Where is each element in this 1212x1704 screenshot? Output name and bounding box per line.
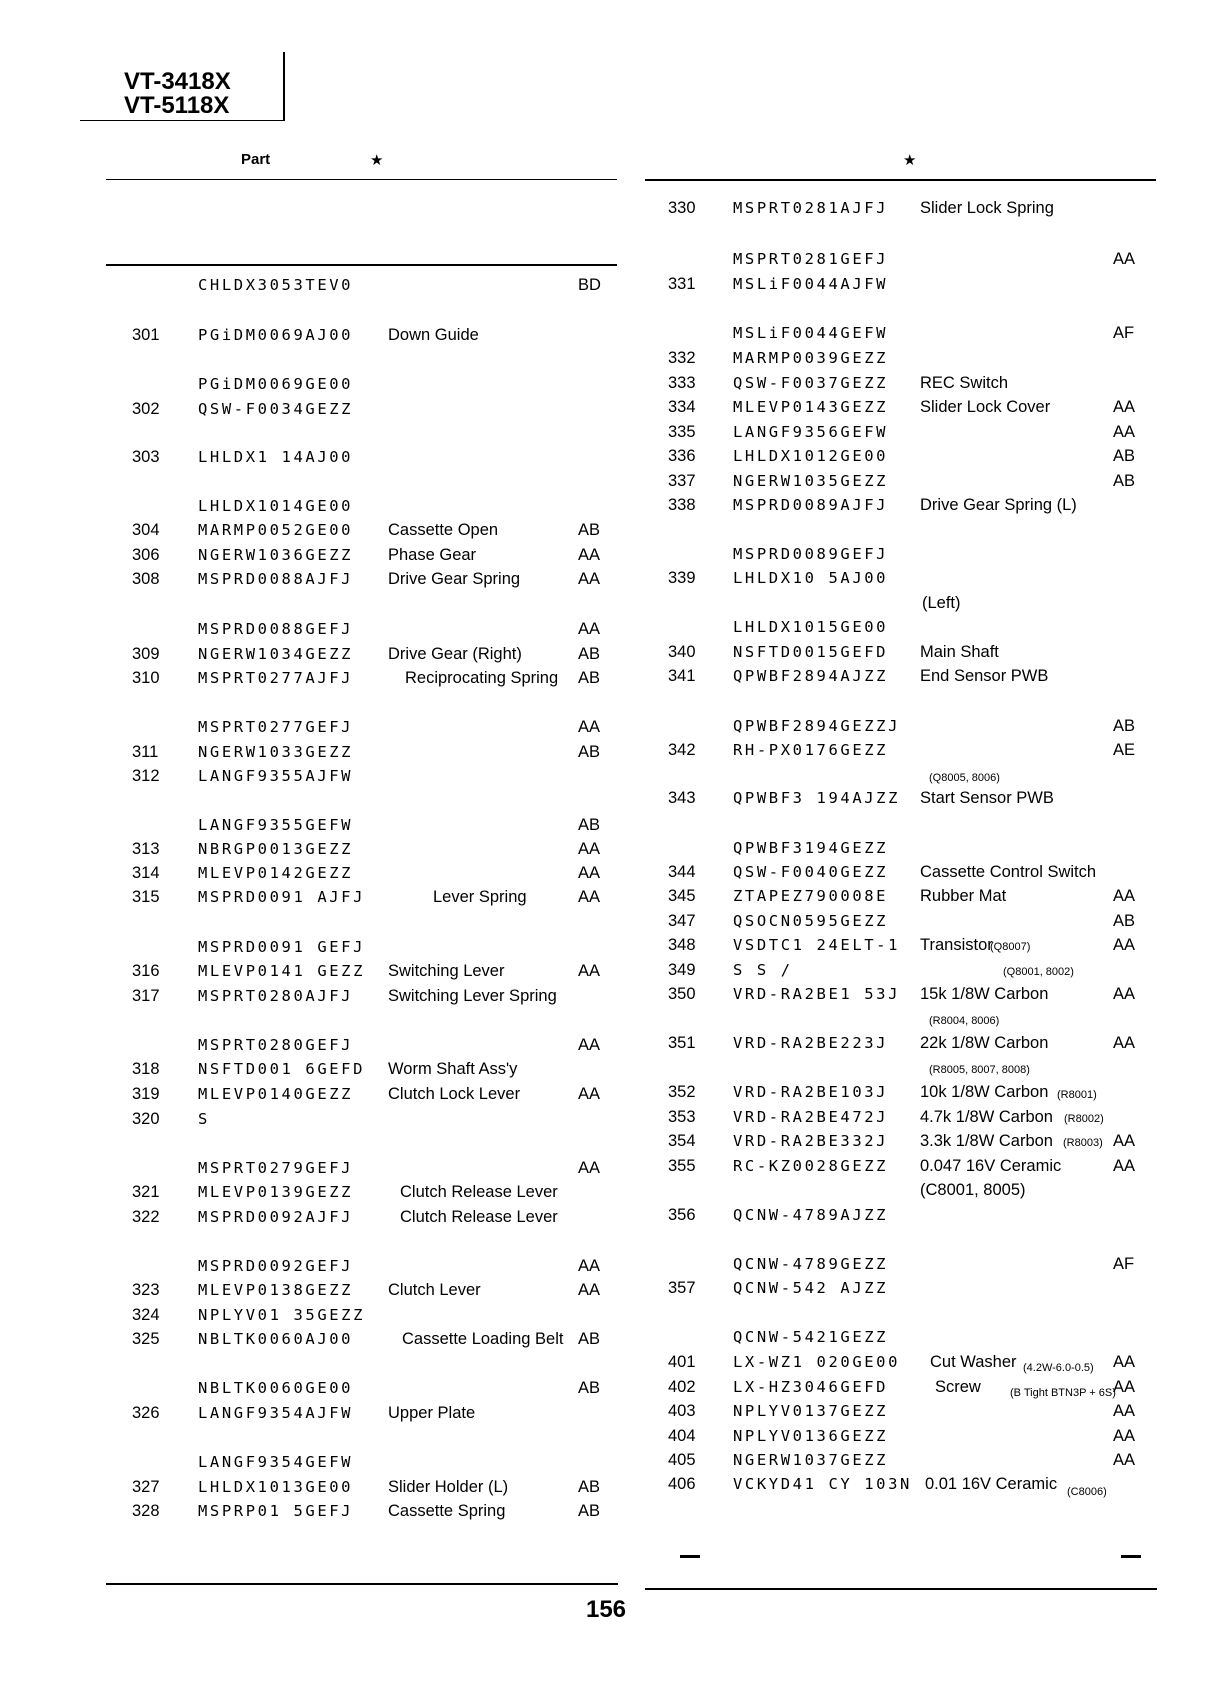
ref-number: 322	[132, 1208, 160, 1226]
part-code: NGERW1035GEZZ	[733, 472, 889, 490]
part-code: MSPRD0089GEFJ	[733, 545, 889, 563]
model-number-1: VT-3418X	[124, 68, 231, 95]
parts-row	[0, 374, 1212, 398]
right-top-rule	[645, 179, 1156, 181]
price-rank: AA	[578, 1085, 601, 1103]
ref-number: 320	[132, 1110, 160, 1128]
ref-number: 348	[668, 936, 696, 954]
ref-number: 317	[132, 987, 160, 1005]
part-code: LHLDX1 14AJ00	[198, 448, 354, 466]
part-description: Reciprocating Spring	[405, 669, 559, 687]
price-rank: AB	[578, 1330, 601, 1348]
part-description: Phase Gear	[388, 546, 477, 564]
part-code: QCNW-542 AJZZ	[733, 1279, 889, 1297]
part-code: VCKYD41 CY 103N	[733, 1475, 912, 1493]
left-bottom-rule	[106, 1583, 618, 1585]
part-description: 0.01 16V Ceramic	[925, 1475, 1058, 1493]
ref-number: 301	[132, 326, 160, 344]
price-rank: AB	[578, 1478, 601, 1496]
part-code: QSW-F0040GEZZ	[733, 863, 889, 881]
parts-row	[0, 887, 1212, 911]
ref-number: 340	[668, 643, 696, 661]
parts-row	[0, 839, 1212, 863]
price-rank: AA	[1113, 985, 1136, 1003]
part-description: Upper Plate	[388, 1404, 476, 1422]
note: (R8004, 8006)	[929, 1015, 1000, 1027]
part-description: Worm Shaft Ass'y	[388, 1060, 518, 1078]
part-code: VRD-RA2BE472J	[733, 1108, 889, 1126]
note: (Q8001, 8002)	[1003, 966, 1074, 978]
ref-number: 309	[132, 645, 160, 663]
ref-number: 325	[132, 1330, 160, 1348]
part-code: MLEVP0140GEZZ	[198, 1085, 354, 1103]
price-rank: AB	[578, 669, 601, 687]
part-description: Slider Holder (L)	[388, 1478, 509, 1496]
parts-row	[0, 594, 1212, 618]
part-code: LANGF9355AJFW	[198, 767, 354, 785]
part-code: LHLDX1014GE00	[198, 497, 354, 515]
parts-row	[0, 1181, 1212, 1205]
model-number-2: VT-5118X	[124, 92, 230, 119]
part-code: QPWBF3 194AJZZ	[733, 789, 901, 807]
part-code: MSPRD0088GEFJ	[198, 620, 354, 638]
part-description: Drive Gear Spring	[388, 570, 521, 588]
price-rank: AA	[578, 962, 601, 980]
part-code: MSPRD0091 GEFJ	[198, 938, 366, 956]
ref-number: 330	[668, 199, 696, 217]
column-header-part: Part	[241, 151, 271, 168]
price-rank: AA	[578, 620, 601, 638]
price-rank: AA	[578, 1281, 601, 1299]
part-code: NSFTD0015GEFD	[733, 643, 889, 661]
parts-row	[0, 1108, 1212, 1132]
ref-number: 406	[668, 1475, 696, 1493]
part-description: Lever Spring	[433, 888, 527, 906]
ref-number: 353	[668, 1108, 696, 1126]
part-description: Rubber Mat	[920, 887, 1007, 905]
part-code: LANGF9356GEFW	[733, 423, 889, 441]
price-rank: AA	[1113, 250, 1136, 268]
part-description: Cassette Spring	[388, 1502, 506, 1520]
part-code: S	[198, 1110, 210, 1128]
ref-number: 339	[668, 569, 696, 587]
price-rank: AA	[578, 1159, 601, 1177]
part-code: MLEVP0142GEZZ	[198, 864, 354, 882]
note: (Q8005, 8006)	[929, 772, 1000, 784]
parts-row	[0, 1306, 1212, 1330]
part-description: Cassette Control Switch	[920, 863, 1097, 881]
ref-number: 321	[132, 1183, 160, 1201]
star-icon-right: ★	[903, 152, 917, 169]
part-description: Slider Lock Cover	[920, 398, 1051, 416]
price-rank: AA	[1113, 1353, 1136, 1371]
bottom-dash-mark	[1121, 1555, 1141, 1558]
parts-row	[0, 1427, 1212, 1451]
part-code: MLEVP0141 GEZZ	[198, 962, 366, 980]
parts-row	[0, 1402, 1212, 1426]
parts-row	[0, 1132, 1212, 1156]
price-rank: AA	[1113, 887, 1136, 905]
part-code: MSPRP01 5GEFJ	[198, 1502, 354, 1520]
price-rank: AB	[1113, 912, 1136, 930]
part-description: 15k 1/8W Carbon	[920, 985, 1049, 1003]
part-code: LHLDX1012GE00	[733, 447, 889, 465]
parts-row	[0, 1502, 1212, 1526]
parts-row	[0, 789, 1212, 813]
note: (Q8007)	[990, 941, 1031, 953]
ref-number: 334	[668, 398, 696, 416]
part-code: NGERW1036GEZZ	[198, 546, 354, 564]
part-description: Transistor	[920, 936, 993, 954]
parts-row	[0, 717, 1212, 741]
parts-row	[0, 398, 1212, 422]
part-code: QCNW-4789AJZZ	[733, 1206, 889, 1224]
part-code: MSPRT0280GEFJ	[198, 1036, 354, 1054]
part-code: QSW-F0034GEZZ	[198, 400, 354, 418]
parts-row	[0, 423, 1212, 447]
part-description: Clutch Lever	[388, 1281, 481, 1299]
ref-number: 311	[132, 743, 159, 761]
price-rank: AF	[1113, 324, 1135, 342]
part-code: MSPRT0279GEFJ	[198, 1159, 354, 1177]
ref-number: 403	[668, 1402, 696, 1420]
note: (R8002)	[1064, 1113, 1104, 1125]
note: (R8001)	[1057, 1089, 1097, 1101]
left-top-rule	[106, 179, 617, 180]
ref-number: 356	[668, 1206, 696, 1224]
part-description: 0.047 16V Ceramic	[920, 1157, 1062, 1175]
parts-row	[0, 741, 1212, 765]
part-code: LHLDX1013GE00	[198, 1478, 354, 1496]
parts-row	[0, 472, 1212, 496]
price-rank: AB	[578, 743, 601, 761]
price-rank: AA	[1113, 1402, 1136, 1420]
part-code: NBLTK0060AJ00	[198, 1330, 354, 1348]
part-code: MLEVP0138GEZZ	[198, 1281, 354, 1299]
part-code: QSW-F0037GEZZ	[733, 374, 889, 392]
part-description: Down Guide	[388, 326, 479, 344]
ref-number: 328	[132, 1502, 160, 1520]
part-description: Start Sensor PWB	[920, 789, 1054, 807]
parts-row	[0, 1157, 1212, 1181]
note: (C8006)	[1067, 1486, 1107, 1498]
part-description: Drive Gear Spring (L)	[920, 496, 1077, 514]
part-code: QPWBF2894GEZZJ	[733, 717, 901, 735]
price-rank: AA	[1113, 1427, 1136, 1445]
part-description: Cassette Loading Belt	[402, 1330, 564, 1348]
ref-number: 333	[668, 374, 696, 392]
price-rank: AB	[1113, 447, 1136, 465]
part-description: Clutch Release Lever	[400, 1183, 558, 1201]
price-rank: AA	[578, 570, 601, 588]
part-description: REC Switch	[920, 374, 1009, 392]
parts-row	[0, 1083, 1212, 1107]
ref-number: 349	[668, 961, 696, 979]
part-code: NGERW1037GEZZ	[733, 1451, 889, 1469]
parts-row	[0, 863, 1212, 887]
part-code: VRD-RA2BE332J	[733, 1132, 889, 1150]
ref-number: 342	[668, 741, 696, 759]
price-rank: AA	[1113, 936, 1136, 954]
parts-row	[0, 1255, 1212, 1279]
part-code: QPWBF2894AJZZ	[733, 667, 889, 685]
parts-row	[0, 569, 1212, 593]
ref-number: 316	[132, 962, 160, 980]
ref-number: 315	[132, 888, 160, 906]
part-code: MSPRT0281GEFJ	[733, 250, 889, 268]
part-code: MSLiF0044AJFW	[733, 275, 889, 293]
price-rank: AA	[1113, 1451, 1136, 1469]
part-code: NPLYV0136GEZZ	[733, 1427, 889, 1445]
price-rank: AB	[1113, 717, 1136, 735]
ref-number: 332	[668, 349, 696, 367]
note: (B Tight BTN3P + 6S)	[1010, 1387, 1116, 1399]
ref-number: 401	[668, 1353, 696, 1371]
ref-number: 306	[132, 546, 160, 564]
ref-number: 350	[668, 985, 696, 1003]
part-code: MSPRT0277GEFJ	[198, 718, 354, 736]
note: (R8003)	[1063, 1137, 1103, 1149]
star-icon: ★	[370, 152, 384, 169]
part-code: PGiDM0069AJ00	[198, 326, 354, 344]
price-rank: BD	[578, 276, 601, 294]
part-code: LANGF9354GEFW	[198, 1453, 354, 1471]
price-rank: AB	[578, 645, 601, 663]
parts-row	[0, 912, 1212, 936]
parts-row	[0, 1034, 1212, 1058]
part-code: MSPRD0089AJFJ	[733, 496, 889, 514]
price-rank: AA	[1113, 423, 1136, 441]
parts-row	[0, 816, 1212, 840]
part-code: LX-HZ3046GEFD	[733, 1378, 889, 1396]
ref-number: 336	[668, 447, 696, 465]
part-description: Drive Gear (Right)	[388, 645, 522, 663]
part-description: Switching Lever	[388, 962, 505, 980]
part-code: QPWBF3194GEZZ	[733, 839, 889, 857]
price-rank: AB	[578, 1379, 601, 1397]
parts-row	[0, 250, 1212, 274]
part-code: RC-KZ0028GEZZ	[733, 1157, 889, 1175]
part-description: 4.7k 1/8W Carbon	[920, 1108, 1053, 1126]
page-number: 156	[585, 1596, 627, 1623]
part-description: End Sensor PWB	[920, 667, 1049, 685]
part-description: 3.3k 1/8W Carbon	[920, 1132, 1053, 1150]
part-code: MSPRD0092AJFJ	[198, 1208, 354, 1226]
part-description: Screw	[935, 1378, 981, 1396]
ref-number: 341	[668, 667, 696, 685]
part-code: MSPRT0277AJFJ	[198, 669, 354, 687]
part-description: Slider Lock Spring	[920, 199, 1054, 217]
note: (4.2W-6.0-0.5)	[1023, 1362, 1094, 1374]
parts-row	[0, 767, 1212, 791]
part-code: VRD-RA2BE223J	[733, 1034, 889, 1052]
ref-number: 347	[668, 912, 696, 930]
price-rank: AA	[1113, 398, 1136, 416]
price-rank: AA	[1113, 1378, 1136, 1396]
ref-number: 352	[668, 1083, 696, 1101]
right-bottom-rule	[645, 1588, 1157, 1590]
parts-row	[0, 199, 1212, 223]
ref-number: 343	[668, 789, 696, 807]
part-code: VRD-RA2BE1 53J	[733, 985, 901, 1003]
part-description: (C8001, 8005)	[920, 1181, 1026, 1199]
price-rank: AA	[1113, 1034, 1136, 1052]
part-description: Clutch Lock Lever	[388, 1085, 521, 1103]
parts-row	[0, 1451, 1212, 1475]
part-code: MSPRT0280AJFJ	[198, 987, 354, 1005]
ref-number: 351	[668, 1034, 696, 1052]
part-description: Cassette Open	[388, 521, 499, 539]
part-code: MARMP0052GE00	[198, 521, 354, 539]
ref-number: 331	[668, 275, 696, 293]
ref-number: 357	[668, 1279, 696, 1297]
part-code: PGiDM0069GE00	[198, 375, 354, 393]
ref-number: 345	[668, 887, 696, 905]
part-description: Cut Washer	[930, 1353, 1017, 1371]
price-rank: AB	[578, 521, 601, 539]
price-rank: AB	[578, 816, 601, 834]
ref-number: 404	[668, 1427, 696, 1445]
parts-row	[0, 985, 1212, 1009]
ref-number: 308	[132, 570, 160, 588]
part-code: NPLYV01 35GEZZ	[198, 1306, 366, 1324]
right-short-rule	[845, 180, 888, 181]
part-code: MSPRD0092GEFJ	[198, 1257, 354, 1275]
part-code: MSLiF0044GEFW	[733, 324, 889, 342]
parts-row	[0, 1328, 1212, 1352]
price-rank: AA	[578, 840, 601, 858]
price-rank: AA	[578, 718, 601, 736]
parts-row	[0, 349, 1212, 373]
ref-number: 335	[668, 423, 696, 441]
parts-row	[0, 1279, 1212, 1303]
price-rank: AA	[578, 546, 601, 564]
ref-number: 402	[668, 1378, 696, 1396]
price-rank: AA	[1113, 1132, 1136, 1150]
part-code: MSPRT0281AJFJ	[733, 199, 889, 217]
part-code: VSDTC1 24ELT-1	[733, 936, 901, 954]
part-code: VRD-RA2BE103J	[733, 1083, 889, 1101]
part-code: LX-WZ1 020GE00	[733, 1353, 901, 1371]
part-code: NSFTD001 6GEFD	[198, 1060, 366, 1078]
ref-number: 313	[132, 840, 160, 858]
ref-number: 303	[132, 448, 160, 466]
ref-number: 304	[132, 521, 160, 539]
parts-row	[0, 1206, 1212, 1230]
parts-row	[0, 324, 1212, 348]
ref-number: 327	[132, 1478, 160, 1496]
part-code: MLEVP0139GEZZ	[198, 1183, 354, 1201]
part-code: LHLDX1015GE00	[733, 618, 889, 636]
header-underline	[80, 120, 285, 121]
price-rank: AE	[1113, 741, 1136, 759]
parts-row	[0, 447, 1212, 471]
part-code: LANGF9354AJFW	[198, 1404, 354, 1422]
part-code: NGERW1034GEZZ	[198, 645, 354, 663]
part-code: ZTAPEZ790008E	[733, 887, 889, 905]
ref-number: 312	[132, 767, 160, 785]
ref-number: 344	[668, 863, 696, 881]
part-description: 22k 1/8W Carbon	[920, 1034, 1049, 1052]
parts-row	[0, 618, 1212, 642]
part-code: QCNW-5421GEZZ	[733, 1328, 889, 1346]
part-code: MSPRD0091 AJFJ	[198, 888, 366, 906]
part-code: MARMP0039GEZZ	[733, 349, 889, 367]
ref-number: 326	[132, 1404, 160, 1422]
part-code: LANGF9355GEFW	[198, 816, 354, 834]
parts-row	[0, 545, 1212, 569]
ref-number: 355	[668, 1157, 696, 1175]
part-code: QSOCN0595GEZZ	[733, 912, 889, 930]
part-code: NBLTK0060GE00	[198, 1379, 354, 1397]
parts-row	[0, 643, 1212, 667]
bottom-dash-mark	[680, 1555, 700, 1558]
parts-row	[0, 496, 1212, 520]
ref-number: 314	[132, 864, 160, 882]
part-description: Main Shaft	[920, 643, 999, 661]
part-code: NPLYV0137GEZZ	[733, 1402, 889, 1420]
price-rank: AA	[578, 888, 601, 906]
part-description: 10k 1/8W Carbon	[920, 1083, 1049, 1101]
parts-row	[0, 667, 1212, 691]
price-rank: AF	[1113, 1255, 1135, 1273]
ref-number: 324	[132, 1306, 160, 1324]
part-code: RH-PX0176GEZZ	[733, 741, 889, 759]
price-rank: AB	[1113, 472, 1136, 490]
ref-number: 354	[668, 1132, 696, 1150]
parts-row	[0, 521, 1212, 545]
part-code: NGERW1033GEZZ	[198, 743, 354, 761]
header-vertical-rule	[283, 52, 285, 121]
part-code: CHLDX3053TEV0	[198, 276, 354, 294]
part-description: Clutch Release Lever	[400, 1208, 558, 1226]
price-rank: AB	[578, 1502, 601, 1520]
price-rank: AA	[578, 864, 601, 882]
parts-row	[0, 275, 1212, 299]
ref-number: 337	[668, 472, 696, 490]
part-description: Switching Lever Spring	[388, 987, 557, 1005]
ref-number: 323	[132, 1281, 160, 1299]
part-code: MSPRD0088AJFJ	[198, 570, 354, 588]
price-rank: AA	[1113, 1157, 1136, 1175]
part-code: MLEVP0143GEZZ	[733, 398, 889, 416]
ref-number: 302	[132, 400, 160, 418]
part-description: (Left)	[922, 594, 961, 612]
note: (R8005, 8007, 8008)	[929, 1064, 1030, 1076]
ref-number: 338	[668, 496, 696, 514]
part-code: NBRGP0013GEZZ	[198, 840, 354, 858]
parts-row	[0, 1060, 1212, 1084]
part-code: LHLDX10 5AJ00	[733, 569, 889, 587]
price-rank: AA	[578, 1257, 601, 1275]
parts-row	[0, 1475, 1212, 1499]
ref-number: 319	[132, 1085, 160, 1103]
ref-number: 310	[132, 669, 160, 687]
part-code: QCNW-4789GEZZ	[733, 1255, 889, 1273]
ref-number: 405	[668, 1451, 696, 1469]
price-rank: AA	[578, 1036, 601, 1054]
part-code: S S /	[733, 961, 793, 979]
ref-number: 318	[132, 1060, 160, 1078]
